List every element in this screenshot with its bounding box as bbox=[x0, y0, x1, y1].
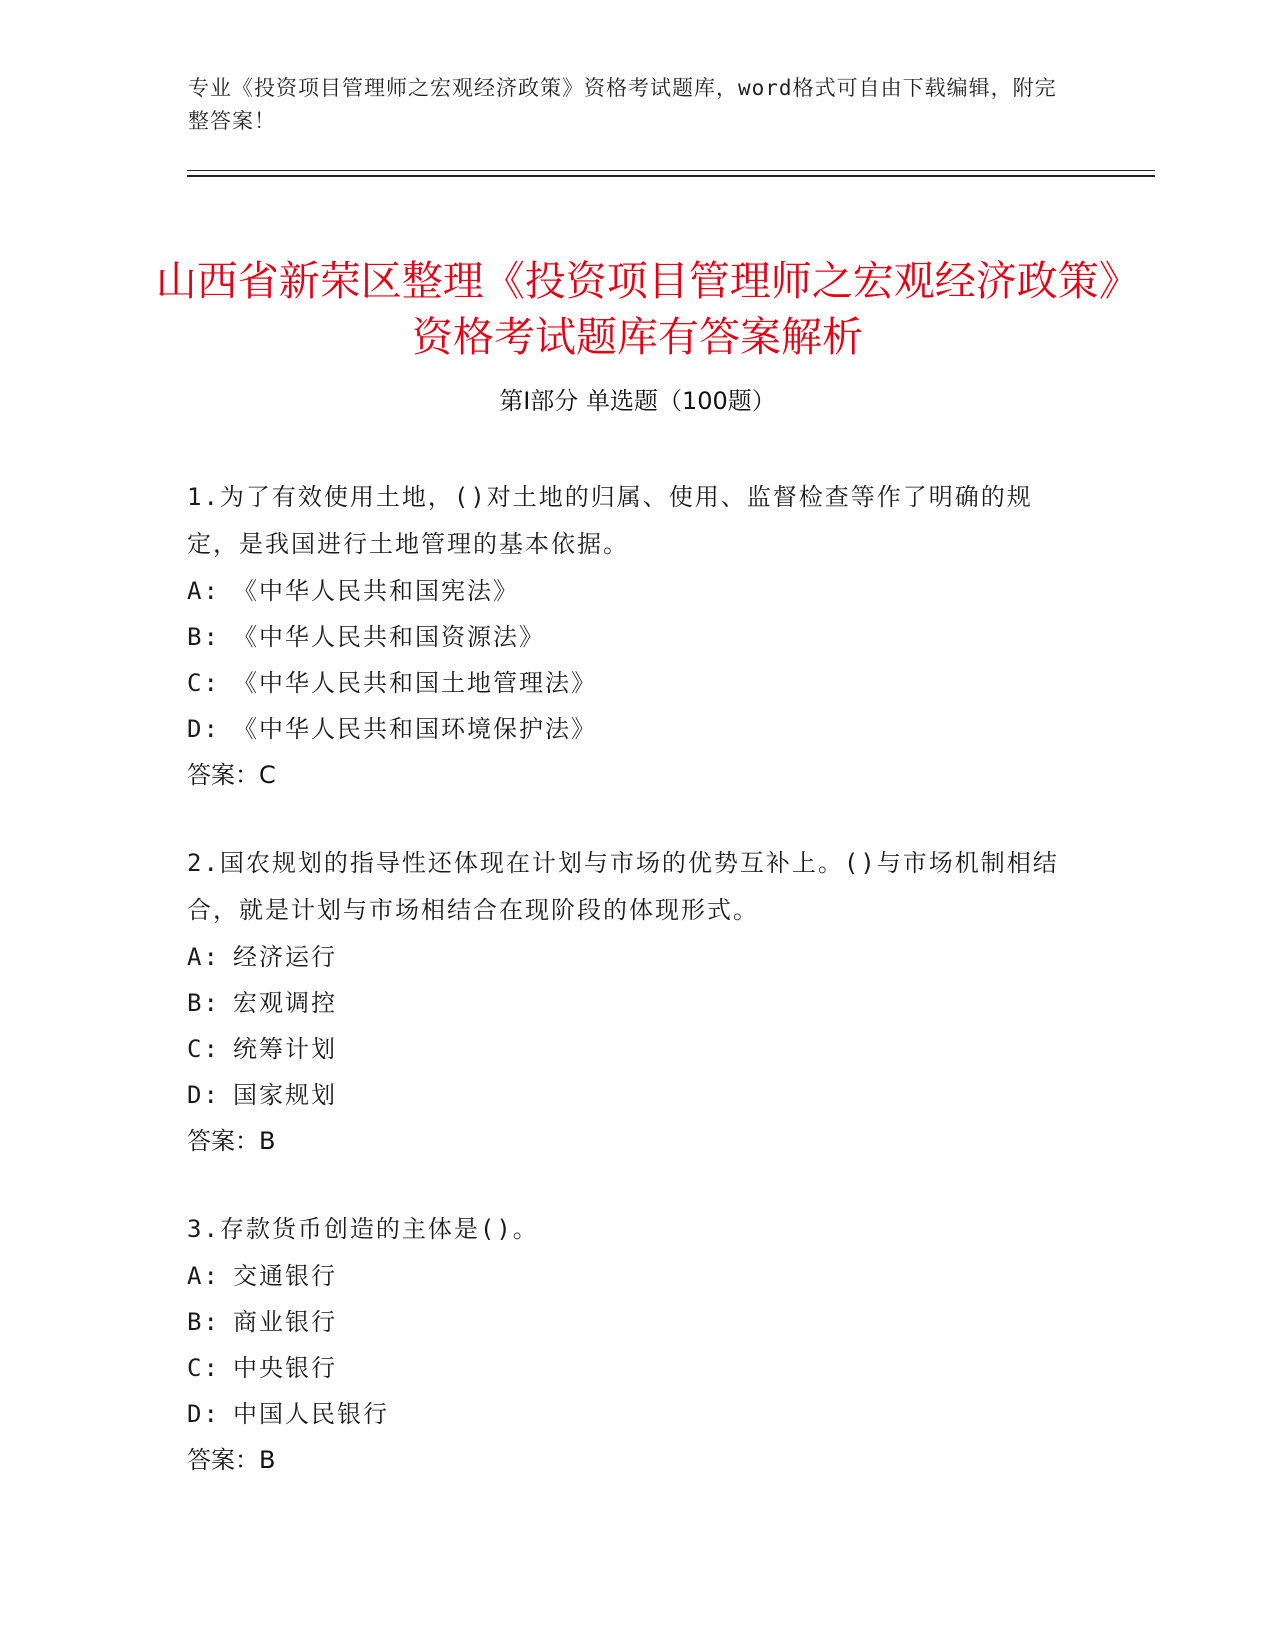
option-letter: D: bbox=[187, 1400, 220, 1428]
option-text: 交通银行 bbox=[233, 1262, 337, 1290]
option-c bbox=[187, 660, 1067, 706]
option-d bbox=[187, 1072, 1067, 1118]
question-1 bbox=[187, 474, 1067, 798]
option-letter: D: bbox=[187, 1081, 220, 1109]
question-stem: 1.为了有效使用土地，()对土地的归属、使用、监督检查等作了明确的规定，是我国进行土地管理的基本依据。 bbox=[187, 483, 1033, 558]
option-b bbox=[187, 614, 1067, 660]
question-list bbox=[187, 474, 1067, 1525]
section-heading: 第Ⅰ部分 单选题（100题） bbox=[499, 387, 776, 415]
header-rule-top bbox=[187, 170, 1155, 171]
question-2 bbox=[187, 840, 1067, 1164]
option-b bbox=[187, 980, 1067, 1026]
option-letter: A: bbox=[187, 577, 220, 605]
option-text: 中国人民银行 bbox=[233, 1400, 389, 1428]
option-letter: B: bbox=[187, 623, 220, 651]
option-c bbox=[187, 1026, 1067, 1072]
option-a bbox=[187, 1253, 1067, 1299]
option-text: 商业银行 bbox=[233, 1308, 337, 1336]
header-note: 专业《投资项目管理师之宏观经济政策》资格考试题库，word格式可自由下载编辑，附完整答案！ bbox=[188, 76, 1057, 133]
option-c bbox=[187, 1345, 1067, 1391]
option-letter: B: bbox=[187, 1308, 220, 1336]
option-text: 经济运行 bbox=[233, 943, 337, 971]
option-letter: A: bbox=[187, 943, 220, 971]
question-stem: 3.存款货币创造的主体是()。 bbox=[187, 1215, 539, 1243]
option-d bbox=[187, 1391, 1067, 1437]
option-a bbox=[187, 568, 1067, 614]
answer-line: 答案：C bbox=[187, 761, 276, 789]
option-letter: B: bbox=[187, 989, 220, 1017]
option-text: 国家规划 bbox=[233, 1081, 337, 1109]
option-d bbox=[187, 706, 1067, 752]
option-letter: C: bbox=[187, 1354, 220, 1382]
option-text: 中央银行 bbox=[233, 1354, 337, 1382]
answer-line: 答案：B bbox=[187, 1127, 276, 1155]
question-stem: 2.国农规划的指导性还体现在计划与市场的优势互补上。()与市场机制相结合，就是计划与市场相结合在现阶段的体现形式。 bbox=[187, 849, 1059, 924]
option-text: 宏观调控 bbox=[233, 989, 337, 1017]
question-3 bbox=[187, 1206, 1067, 1483]
option-text: 《中华人民共和国资源法》 bbox=[233, 623, 545, 651]
option-letter: C: bbox=[187, 669, 220, 697]
answer-line: 答案：B bbox=[187, 1446, 276, 1474]
option-a bbox=[187, 934, 1067, 980]
option-text: 《中华人民共和国土地管理法》 bbox=[233, 669, 597, 697]
document-title: 山西省新荣区整理《投资项目管理师之宏观经济政策》资格考试题库有答案解析 bbox=[155, 257, 1120, 362]
option-text: 《中华人民共和国宪法》 bbox=[233, 577, 519, 605]
option-letter: A: bbox=[187, 1262, 220, 1290]
option-b bbox=[187, 1299, 1067, 1345]
option-letter: C: bbox=[187, 1035, 220, 1063]
option-text: 《中华人民共和国环境保护法》 bbox=[233, 715, 597, 743]
option-letter: D: bbox=[187, 715, 220, 743]
header-rule-bottom bbox=[187, 175, 1155, 177]
option-text: 统筹计划 bbox=[233, 1035, 337, 1063]
